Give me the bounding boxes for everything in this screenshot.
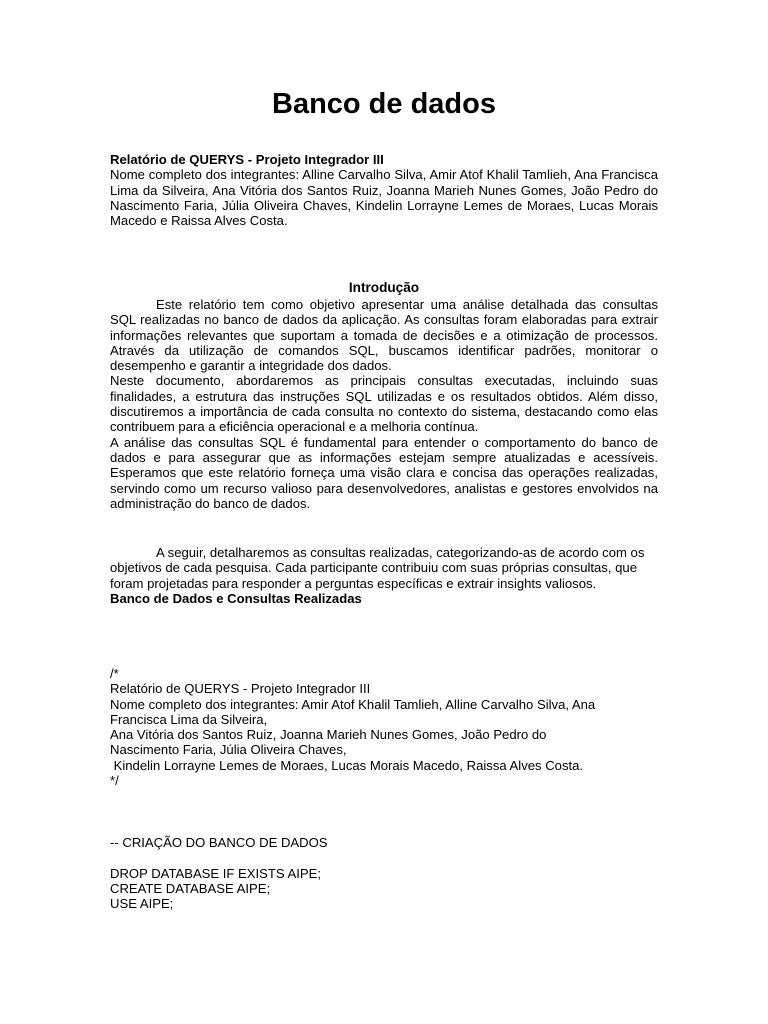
followup-section	[110, 545, 658, 606]
document-title: Banco de dados	[272, 88, 496, 120]
intro-paragraph-2: Neste documento, abordaremos as principais consultas executadas, incluindo suas finalidades, a estrutura das instruções SQL utilizadas e os resultados obtidos. Além disso, discutiremos a importância de cada consulta no contexto do sistema, destacando como elas contribuem para a eficiência operacional e a melhoria contínua.	[110, 373, 658, 435]
comment-line: Nascimento Faria, Júlia Oliveira Chaves,	[110, 742, 347, 758]
comment-line: Nome completo dos integrantes: Amir Atof Khalil Tamlieh, Alline Carvalho Silva, Ana	[110, 696, 596, 712]
comment-block	[110, 666, 658, 788]
comment-line: Ana Vitória dos Santos Ruiz, Joanna Marieh Nunes Gomes, João Pedro do	[110, 727, 547, 743]
sql-line: CREATE DATABASE AIPE;	[110, 880, 271, 896]
intro-paragraph-1: Este relatório tem como objetivo apresentar uma análise detalhada das consultas SQL realizadas no banco de dados da aplicação. As consultas foram elaboradas para extrair informações relevantes que suportam a tomada de decisões e a otimização de processos. Através da utilização de comandos SQL, buscamos identificar padrões, monitorar o desempenho e garantir a integridade dos dados.	[110, 297, 658, 374]
sql-comment: -- CRIAÇÃO DO BANCO DE DADOS	[110, 835, 328, 850]
report-heading: Relatório de QUERYS - Projeto Integrador III	[110, 152, 384, 167]
comment-open: /*	[110, 666, 119, 681]
comment-line: Relatório de QUERYS - Projeto Integrador III	[110, 681, 371, 697]
sql-line: DROP DATABASE IF EXISTS AIPE;	[110, 865, 322, 881]
sql-line: USE AIPE;	[110, 896, 174, 912]
report-header	[110, 152, 658, 228]
members-paragraph: Nome completo dos integrantes: Alline Carvalho Silva, Amir Atof Khalil Tamlieh, Ana Francisca Lima da Silveira, Ana Vitória dos Santos Ruiz, Joanna Marieh Nunes Gomes, João Pedro do Nascimento Faria, Júlia Oliveira Chaves, Kindelin Lorrayne Lemes de Moraes, Lucas Morais Macedo e Raissa Alves Costa.	[110, 167, 658, 229]
sql-block	[110, 835, 658, 911]
sql-blank-line	[110, 850, 658, 865]
comment-line: Francisca Lima da Silveira,	[110, 711, 268, 727]
followup-paragraph: A seguir, detalharemos as consultas realizadas, categorizando-as de acordo com os objetivos de cada pesquisa. Cada participante contribuiu com suas próprias consultas, que foram projetadas para responder a perguntas específicas e extrair insights valiosos.	[110, 545, 645, 591]
comment-close: */	[110, 773, 119, 789]
intro-paragraph-3: A análise das consultas SQL é fundamental para entender o comportamento do banco de dados e para assegurar que as informações estejam sempre atualizadas e acessíveis. Esperamos que este relatório forneça uma visão clara e concisa das operações realizadas, servindo como um recurso valioso para desenvolvedores, analistas e gestores envolvidos na administração do banco de dados.	[110, 434, 658, 511]
comment-line: Kindelin Lorrayne Lemes de Moraes, Lucas Morais Macedo, Raissa Alves Costa.	[110, 757, 584, 773]
section-heading: Banco de Dados e Consultas Realizadas	[110, 590, 362, 606]
intro-heading: Introdução	[348, 280, 420, 295]
intro-section	[110, 297, 658, 511]
